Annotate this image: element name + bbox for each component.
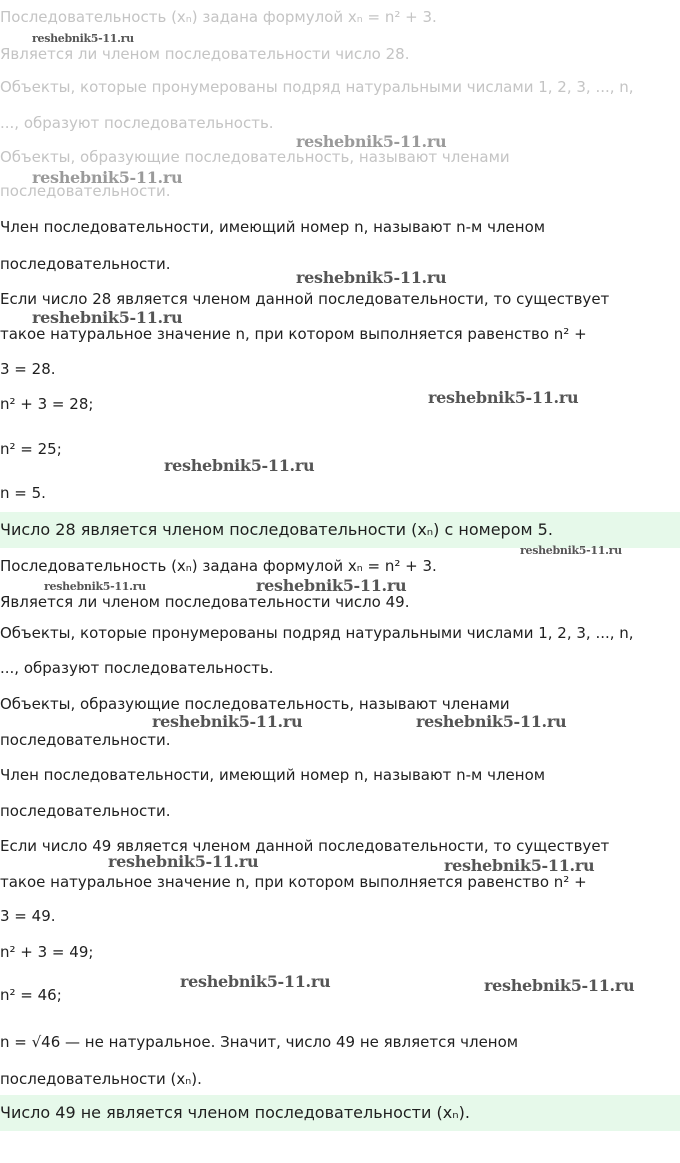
p1-line-4: ..., образуют последовательность.: [0, 114, 274, 132]
p1-line-14: n = 5.: [0, 484, 46, 502]
watermark: reshebnik5-11.ru: [296, 268, 447, 287]
p1-line-9: Если число 28 является членом данной последовательности, то существует: [0, 290, 610, 308]
watermark: reshebnik5-11.ru: [108, 852, 259, 871]
p2-line-10: такое натуральное значение n, при котором выполняется равенство n² +: [0, 873, 587, 891]
p2-line-14: n = √46 — не натуральное. Значит, число 49 не является членом: [0, 1033, 519, 1051]
p2-line-9: Если число 49 является членом данной последовательности, то существует: [0, 837, 610, 855]
watermark: reshebnik5-11.ru: [32, 32, 134, 45]
watermark: reshebnik5-11.ru: [296, 132, 447, 151]
p2-line-7: Член последовательности, имеющий номер n, называют n-м членом: [0, 766, 546, 784]
watermark: reshebnik5-11.ru: [32, 168, 183, 187]
p2-answer: Число 49 не является членом последовательности (xₙ).: [0, 1103, 470, 1122]
watermark: reshebnik5-11.ru: [152, 712, 303, 731]
p2-line-1: Последовательность (xₙ) задана формулой xₙ = n² + 3.: [0, 557, 437, 575]
p2-answer-box: [0, 1095, 680, 1131]
p1-line-12: n² + 3 = 28;: [0, 395, 94, 413]
p1-line-7: Член последовательности, имеющий номер n, называют n-м членом: [0, 218, 546, 236]
p1-answer-box: [0, 512, 680, 548]
p1-line-8: последовательности.: [0, 255, 171, 273]
watermark: reshebnik5-11.ru: [416, 712, 567, 731]
watermark: reshebnik5-11.ru: [484, 976, 635, 995]
p2-line-6: последовательности.: [0, 731, 171, 749]
watermark: reshebnik5-11.ru: [44, 580, 146, 593]
p1-line-13: n² = 25;: [0, 440, 62, 458]
p1-line-2: Является ли членом последовательности число 28.: [0, 45, 410, 63]
p2-line-12: n² + 3 = 49;: [0, 943, 94, 961]
watermark: reshebnik5-11.ru: [256, 576, 407, 595]
p2-line-13: n² = 46;: [0, 986, 62, 1004]
p1-line-1: Последовательность (xₙ) задана формулой xₙ = n² + 3.: [0, 8, 437, 26]
p2-line-2: Является ли членом последовательности число 49.: [0, 593, 410, 611]
watermark: reshebnik5-11.ru: [180, 972, 331, 991]
p2-line-15: последовательности (xₙ).: [0, 1070, 202, 1088]
p1-line-6: последовательности.: [0, 182, 171, 200]
p1-line-3: Объекты, которые пронумерованы подряд натуральными числами 1, 2, 3, ..., n,: [0, 78, 634, 96]
watermark: reshebnik5-11.ru: [520, 544, 622, 557]
p1-line-10: такое натуральное значение n, при котором выполняется равенство n² +: [0, 325, 587, 343]
p2-line-11: 3 = 49.: [0, 907, 56, 925]
watermark: reshebnik5-11.ru: [428, 388, 579, 407]
p1-line-5: Объекты, образующие последовательность, называют членами: [0, 148, 510, 166]
p2-line-3: Объекты, которые пронумерованы подряд натуральными числами 1, 2, 3, ..., n,: [0, 624, 634, 642]
p2-line-5: Объекты, образующие последовательность, называют членами: [0, 695, 510, 713]
p1-line-11: 3 = 28.: [0, 360, 56, 378]
p2-line-4: ..., образуют последовательность.: [0, 659, 274, 677]
watermark: reshebnik5-11.ru: [164, 456, 315, 475]
watermark: reshebnik5-11.ru: [444, 856, 595, 875]
p2-line-8: последовательности.: [0, 802, 171, 820]
watermark: reshebnik5-11.ru: [32, 308, 183, 327]
p1-answer: Число 28 является членом последовательности (xₙ) с номером 5.: [0, 520, 553, 539]
